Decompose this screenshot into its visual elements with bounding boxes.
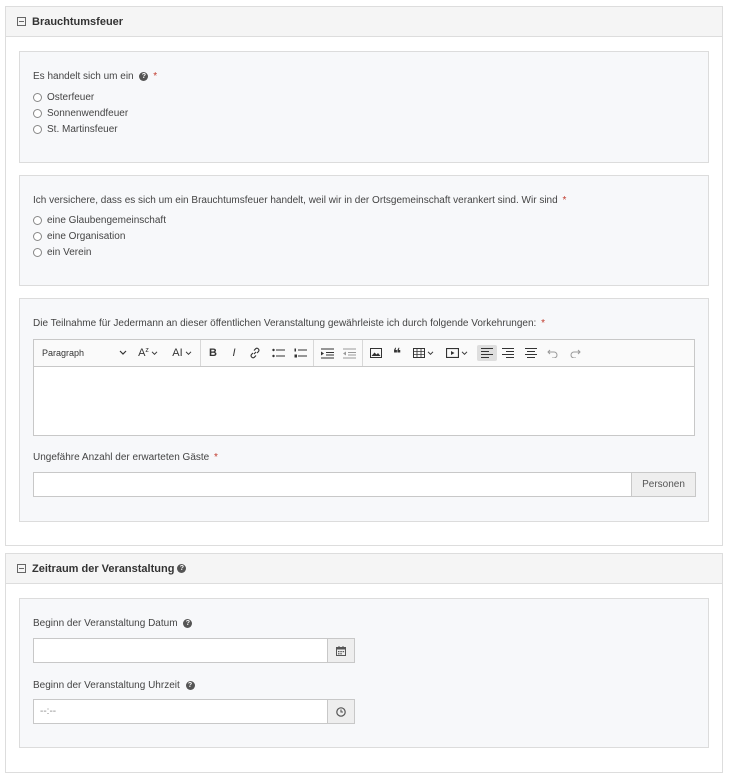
link-icon bbox=[249, 347, 261, 359]
bulleted-list-button[interactable] bbox=[270, 345, 286, 361]
chevron-down-icon bbox=[185, 351, 192, 356]
personen-addon: Personen bbox=[631, 472, 696, 497]
link-button[interactable] bbox=[247, 345, 263, 361]
insert-image-button[interactable] bbox=[368, 345, 384, 361]
radio-circle[interactable] bbox=[33, 125, 42, 134]
radio-circle[interactable] bbox=[33, 248, 42, 257]
clock-icon bbox=[336, 707, 346, 717]
radio-circle[interactable] bbox=[33, 93, 42, 102]
panel-title: Brauchtumsfeuer bbox=[32, 15, 124, 28]
editor-toolbar bbox=[34, 340, 694, 367]
chevron-down-icon bbox=[119, 350, 127, 356]
radio-sonnenwendfeuer[interactable] bbox=[33, 108, 128, 119]
numbered-list-icon bbox=[294, 348, 307, 359]
radio-label: St. Martinsfeuer bbox=[47, 124, 118, 135]
quote-icon: ❝ bbox=[392, 345, 402, 361]
numbered-list-button[interactable] bbox=[292, 345, 308, 361]
italic-button[interactable]: I bbox=[232, 347, 236, 359]
editor-content-area[interactable] bbox=[34, 367, 694, 436]
radio-label: eine Glaubengemeinschaft bbox=[47, 215, 166, 226]
minus-square-icon[interactable] bbox=[17, 564, 26, 573]
align-center-button[interactable] bbox=[523, 345, 539, 361]
question-circle-icon[interactable]: ? bbox=[177, 564, 186, 573]
rich-text-editor bbox=[33, 339, 695, 436]
participation-label: Die Teilnahme für Jedermann an dieser öffentlichen Veranstaltung gewährleiste ich durch folgende Vorkehrungen: * bbox=[33, 318, 545, 329]
zeitraum-card bbox=[19, 598, 709, 748]
radio-label: eine Organisation bbox=[47, 231, 126, 242]
radio-label: Sonnenwendfeuer bbox=[47, 108, 129, 119]
minus-square-icon[interactable] bbox=[17, 17, 26, 26]
participation-card bbox=[19, 298, 709, 522]
panel-title: Zeitraum der Veranstaltung bbox=[32, 562, 175, 575]
redo-button[interactable] bbox=[567, 345, 583, 361]
undo-button[interactable] bbox=[545, 345, 561, 361]
font-family-button[interactable]: AI bbox=[168, 345, 196, 361]
insert-media-button[interactable] bbox=[444, 345, 470, 361]
question-circle-icon[interactable]: ? bbox=[186, 681, 195, 690]
zeitraum-panel bbox=[5, 553, 723, 773]
required-marker: * bbox=[541, 318, 545, 329]
align-left-button[interactable] bbox=[477, 345, 497, 361]
guest-count-input[interactable] bbox=[33, 472, 632, 497]
question-circle-icon[interactable]: ? bbox=[183, 619, 192, 628]
chevron-down-icon bbox=[151, 351, 158, 356]
indent-button[interactable] bbox=[319, 345, 335, 361]
calendar-icon bbox=[336, 646, 346, 656]
community-label: Ich versichere, dass es sich um ein Brauchtumsfeuer handelt, weil wir in der Ortsgemeinschaft verankert sind. Wir sind * bbox=[33, 195, 567, 206]
redo-icon bbox=[569, 348, 581, 358]
radio-label: Osterfeuer bbox=[47, 92, 95, 103]
required-marker: * bbox=[214, 452, 218, 463]
calendar-button[interactable] bbox=[327, 638, 355, 663]
radio-st-martinsfeuer[interactable] bbox=[33, 124, 118, 135]
radio-circle[interactable] bbox=[33, 109, 42, 118]
start-time-input[interactable]: --:-- bbox=[33, 699, 328, 724]
paragraph-dropdown[interactable]: Paragraph bbox=[42, 345, 127, 361]
required-marker: * bbox=[562, 195, 567, 206]
community-card bbox=[19, 175, 709, 286]
bold-button[interactable]: B bbox=[209, 347, 217, 359]
guest-count-label: Ungefähre Anzahl der erwarteten Gäste * bbox=[33, 452, 218, 463]
blockquote-button[interactable] bbox=[389, 345, 405, 361]
align-right-button[interactable] bbox=[500, 345, 516, 361]
clock-button[interactable] bbox=[327, 699, 355, 724]
radio-circle[interactable] bbox=[33, 216, 42, 225]
radio-osterfeuer[interactable] bbox=[33, 92, 94, 103]
align-left-icon bbox=[481, 348, 493, 358]
feuer-type-label: Es handelt sich um ein ? * bbox=[33, 71, 158, 82]
brauchtumsfeuer-panel bbox=[5, 6, 723, 546]
start-time-label: Beginn der Veranstaltung Uhrzeit ? bbox=[33, 680, 195, 691]
chevron-down-icon bbox=[461, 351, 468, 356]
undo-icon bbox=[547, 348, 559, 358]
toolbar-separator bbox=[362, 340, 363, 366]
font-size-button[interactable]: A z bbox=[135, 345, 161, 361]
required-marker: * bbox=[153, 71, 158, 82]
align-center-icon bbox=[525, 348, 537, 358]
brauchtumsfeuer-panel-header[interactable] bbox=[6, 7, 722, 37]
outdent-button[interactable] bbox=[341, 345, 357, 361]
media-icon bbox=[446, 348, 459, 358]
radio-glaubengemeinschaft[interactable] bbox=[33, 215, 166, 226]
radio-label: ein Verein bbox=[47, 247, 92, 258]
image-icon bbox=[370, 348, 382, 358]
align-right-icon bbox=[502, 348, 514, 358]
toolbar-separator bbox=[200, 340, 201, 366]
insert-table-button[interactable] bbox=[411, 345, 435, 361]
start-date-input[interactable] bbox=[33, 638, 328, 663]
question-circle-icon[interactable]: ? bbox=[139, 72, 148, 81]
feuer-type-card bbox=[19, 51, 709, 163]
outdent-icon bbox=[343, 348, 356, 359]
indent-icon bbox=[321, 348, 334, 359]
radio-organisation[interactable] bbox=[33, 231, 125, 242]
toolbar-separator bbox=[313, 340, 314, 366]
font-size-icon: z bbox=[145, 346, 149, 354]
table-icon bbox=[413, 348, 425, 358]
start-date-label: Beginn der Veranstaltung Datum ? bbox=[33, 618, 192, 629]
radio-verein[interactable] bbox=[33, 247, 91, 258]
radio-circle[interactable] bbox=[33, 232, 42, 241]
chevron-down-icon bbox=[427, 351, 434, 356]
bulleted-list-icon bbox=[272, 348, 285, 359]
zeitraum-panel-header[interactable] bbox=[6, 554, 722, 584]
